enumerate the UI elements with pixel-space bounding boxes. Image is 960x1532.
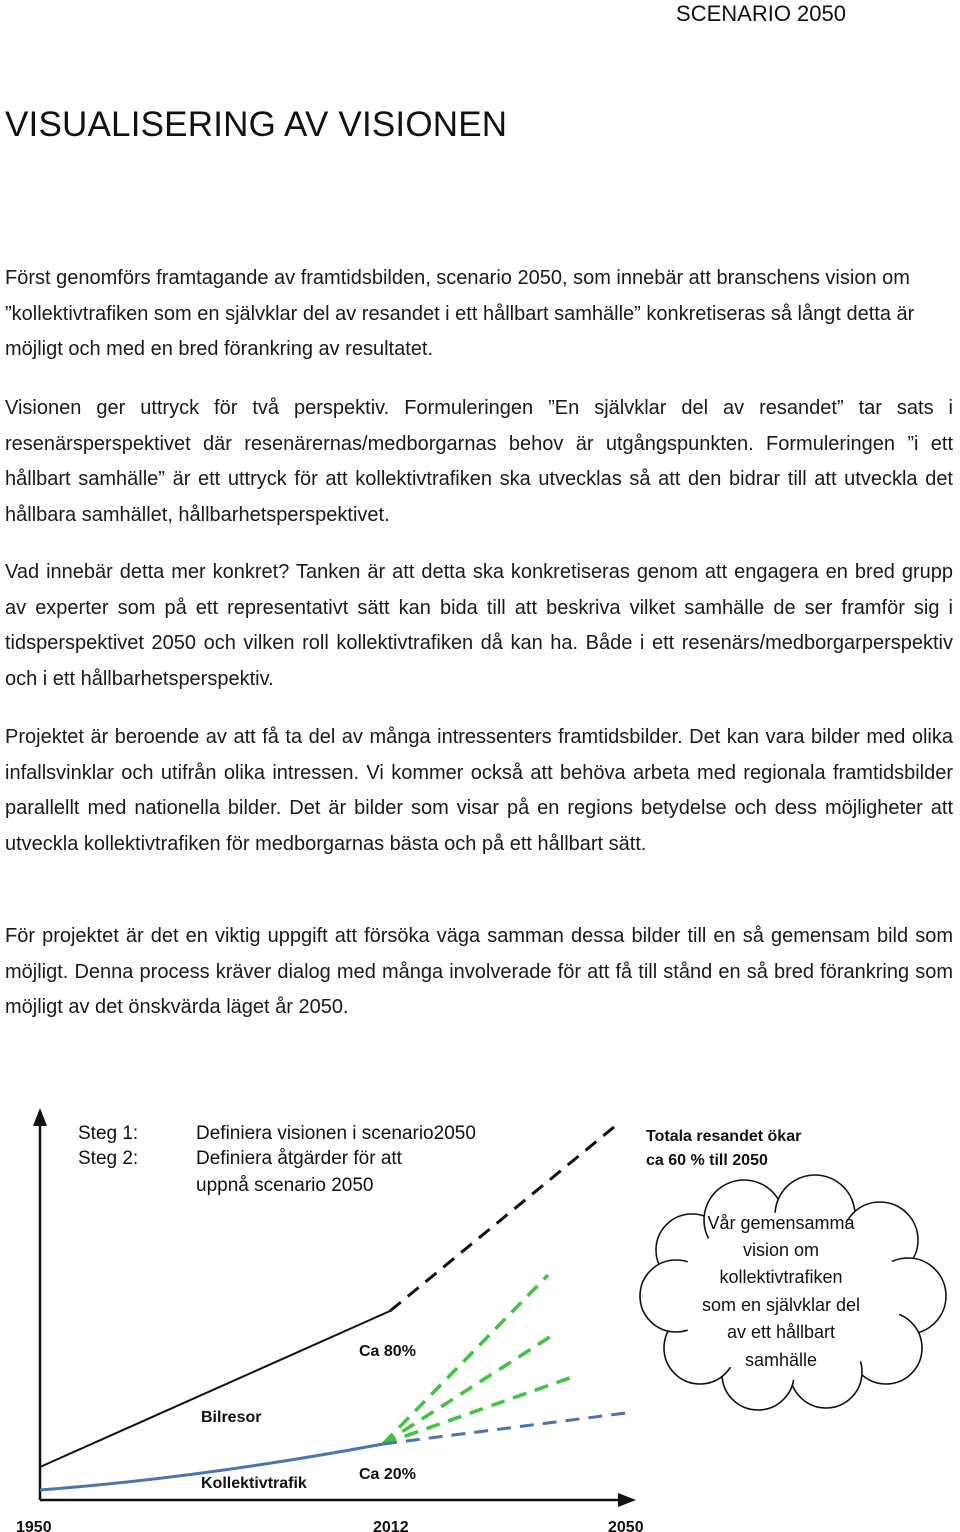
vision-cloud bbox=[640, 1175, 946, 1410]
paragraph-4: Projektet är beroende av att få ta del av många intressenters framtidsbilder. Det kan vara bilder med olika infallsvinklar och utifrån olika intressen. Vi kommer också att behöva arbeta med regionala framtidsbilder parallellt med nationella bilder. Det är bilder som visar på en regions betydelse och dess möjligheter att utveckla kollektivtrafiken för medborgarnas bästa och på ett hållbart sätt. bbox=[5, 726, 953, 855]
label-ca80: Ca 80% bbox=[359, 1343, 416, 1360]
label-kollektivtrafik: Kollektivtrafik bbox=[201, 1475, 307, 1492]
total-travel-projection bbox=[390, 1127, 614, 1311]
paragraph-5: För projektet är det en viktig uppgift att försöka väga samman dessa bilder till en så gemensam bild som möjligt. Denna process kräver dialog med många involverade för att få till stånd en så bred förankring som möjligt av det önskvärda läget år 2050. bbox=[5, 925, 953, 1018]
cloud-line-6: samhälle bbox=[744, 1350, 818, 1370]
page-header: SCENARIO 2050 bbox=[676, 1, 846, 26]
x-axis-arrow-icon bbox=[618, 1493, 636, 1507]
vision-diagram bbox=[0, 1090, 960, 1532]
paragraph-3: Vad innebär detta mer konkret? Tanken är att detta ska konkretiseras genom att engagera en bred grupp av experter som på ett representativt sätt kan bida till att beskriva vilket samhälle de ser framför sig i tidsperspektivet 2050 och vilken roll kollektivtrafiken då kan ha. Både i ett resenärs/medborgarperspektiv och i ett hållbarhetsperspektiv. bbox=[5, 561, 953, 690]
cloud-line-5: av ett hållbart bbox=[726, 1322, 836, 1342]
label-bilresor: Bilresor bbox=[201, 1409, 262, 1426]
step-2-text-line-1: Definiera åtgärder för att bbox=[196, 1148, 402, 1169]
green-projection-3 bbox=[383, 1375, 578, 1444]
step-2-label: Steg 2: bbox=[78, 1148, 139, 1169]
paragraph-1: Först genomförs framtagande av framtidsbilden, scenario 2050, som innebär att branschens vision om ”kollektivtrafiken som en självklar del av resandet i ett hållbart samhälle” konkretiseras så långt detta är möjligt och med en bred förankring av resultatet. bbox=[5, 267, 915, 360]
total-note-line-1: Totala resandet ökar bbox=[646, 1128, 802, 1145]
total-travel-line bbox=[40, 1311, 390, 1467]
step-1-label: Steg 1: bbox=[78, 1123, 139, 1144]
cloud-line-3: kollektivtrafiken bbox=[719, 1267, 843, 1287]
cloud-line-4: som en självklar del bbox=[701, 1295, 861, 1315]
cloud-line-2: vision om bbox=[742, 1240, 820, 1260]
axis-year-2050: 2050 bbox=[608, 1519, 644, 1532]
axis-year-1950: 1950 bbox=[16, 1519, 52, 1532]
page-title: VISUALISERING AV VISIONEN bbox=[5, 105, 508, 144]
label-ca20: Ca 20% bbox=[359, 1466, 416, 1483]
total-note-line-2: ca 60 % till 2050 bbox=[646, 1152, 768, 1169]
blue-projection bbox=[383, 1413, 626, 1444]
y-axis-arrow-icon bbox=[33, 1108, 47, 1126]
paragraph-2: Visionen ger uttryck för två perspektiv. Formuleringen ”En självklar del av resandet” tar sats i resenärsperspektivet där resenärernas/medborgarnas behov är utgångspunkten. Formuleringen ”i ett hållbart samhälle” är ett uttryck för att kollektivtrafiken ska utvecklas så att den bidrar till att utveckla det hållbara samhället, hållbarhetsperspektivet. bbox=[5, 397, 953, 526]
cloud-line-1: Vår gemensamma bbox=[707, 1213, 855, 1233]
axis-year-2012: 2012 bbox=[373, 1519, 409, 1532]
step-2-text-line-2: uppnå scenario 2050 bbox=[196, 1175, 374, 1196]
step-1-text: Definiera visionen i scenario2050 bbox=[196, 1123, 476, 1144]
